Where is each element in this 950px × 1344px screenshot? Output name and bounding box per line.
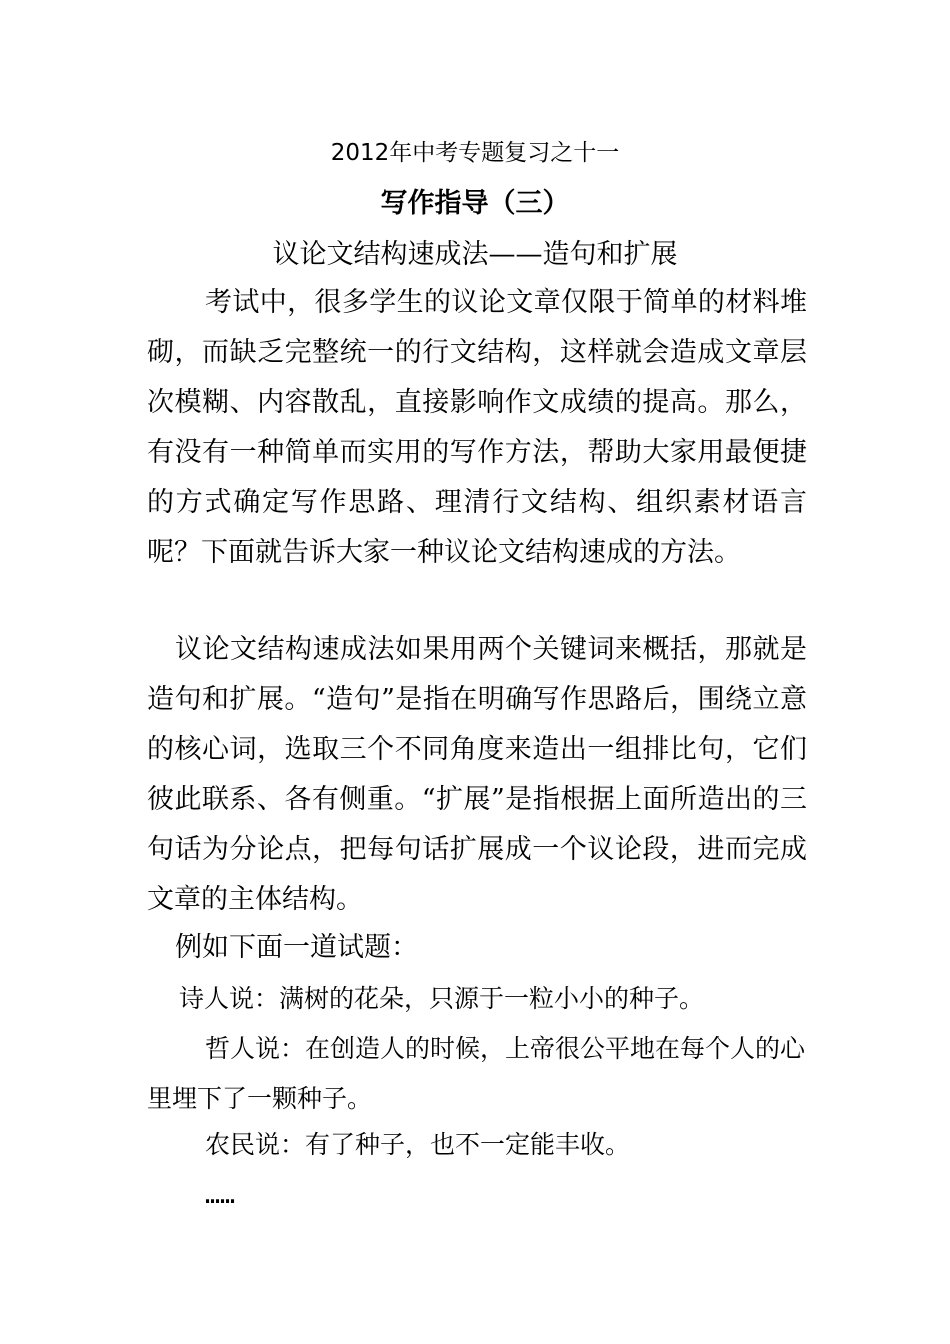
document-title: 2012年中考专题复习之十一 <box>330 140 620 166</box>
example-intro: 例如下面一道试题： <box>175 932 418 963</box>
intro-paragraph: 考试中，很多学生的议论文章仅限于简单的材料堆砌，而缺乏完整统一的行文结构，这样就会造成文章层次模糊、内容散乱，直接影响作文成绩的提高。那么，有没有一种简单而实用的写作方法，帮助大家用最便捷的方式确定写作思路、理清行文结构、组织素材语言呢？下面就告诉大家一种议论文结构速成的方法。 <box>147 287 807 568</box>
poet-quote: 诗人说：满树的花朵，只源于一粒小小的种子。 <box>179 984 705 1013</box>
farmer-quote: 农民说：有了种子，也不一定能丰收。 <box>205 1130 631 1159</box>
method-paragraph: 议论文结构速成法如果用两个关键词来概括，那就是造句和扩展。“造句”是指在明确写作思路后，围绕立意的核心词，选取三个不同角度来造出一组排比句，它们彼此联系、各有侧重。“扩展”是指根据上面所造出的三句话为分论点，把每句话扩展成一个议论段，进而完成文章的主体结构。 <box>147 634 807 915</box>
philosopher-quote: 哲人说：在创造人的时候，上帝很公平地在每个人的心里埋下了一颗种子。 <box>147 1034 806 1113</box>
ellipsis: …… <box>205 1180 236 1209</box>
section-heading: 议论文结构速成法——造句和扩展 <box>272 239 678 270</box>
document-subtitle: 写作指导（三） <box>380 188 570 219</box>
